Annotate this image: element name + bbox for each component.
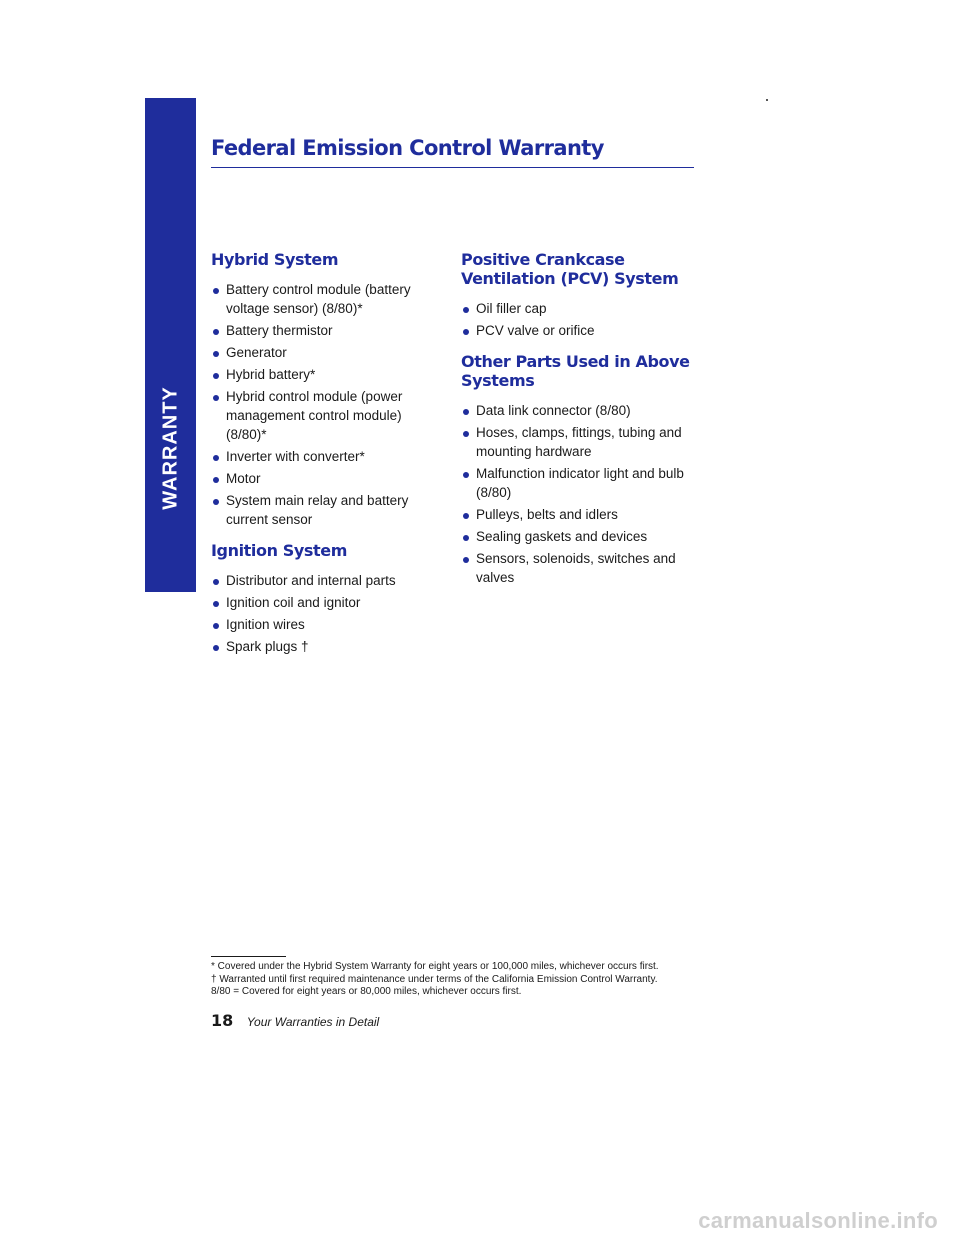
bullet-icon	[213, 601, 219, 607]
list-item	[461, 401, 693, 420]
bullet-icon	[463, 535, 469, 541]
item-text: Hoses, clamps, fittings, tubing and mounting hardware	[476, 425, 682, 459]
list-item	[211, 593, 443, 612]
footnote-dagger: † Warranted until first required maintenance under terms of the California Emission Control Warranty.	[211, 973, 658, 985]
section-heading: Other Parts Used in Above Systems	[461, 352, 690, 390]
list-item	[461, 527, 693, 546]
bullet-icon	[213, 623, 219, 629]
list-item	[461, 321, 693, 340]
list-item	[211, 615, 443, 634]
list-item	[211, 343, 443, 362]
bullet-icon	[463, 557, 469, 563]
item-text: System main relay and battery current sensor	[226, 493, 409, 527]
section-hybrid-system	[211, 250, 443, 529]
list-item	[211, 491, 443, 529]
bullet-icon	[463, 472, 469, 478]
item-text: Sealing gaskets and devices	[476, 529, 648, 544]
bullet-icon	[213, 351, 219, 357]
page-number: 18	[211, 1011, 234, 1030]
bullet-icon	[463, 431, 469, 437]
item-text: Ignition coil and ignitor	[226, 595, 361, 610]
bullet-icon	[213, 455, 219, 461]
item-text: Pulleys, belts and idlers	[476, 507, 618, 522]
section-ignition-system	[211, 541, 443, 656]
footnote-divider	[211, 956, 286, 957]
footnotes	[211, 961, 691, 999]
footer-caption: Your Warranties in Detail	[246, 1015, 380, 1029]
list-item	[211, 321, 443, 340]
list-item	[211, 365, 443, 384]
item-text: PCV valve or orifice	[476, 323, 595, 338]
list-item	[461, 549, 693, 587]
item-list	[461, 299, 693, 340]
list-item	[461, 299, 693, 318]
bullet-icon	[213, 579, 219, 585]
page-title: Federal Emission Control Warranty	[211, 136, 604, 160]
item-list	[461, 401, 693, 587]
bullet-icon	[213, 373, 219, 379]
page-footer	[211, 1011, 379, 1031]
item-text: Data link connector (8/80)	[476, 403, 631, 418]
footnote-8-80: 8/80 = Covered for eight years or 80,000 miles, whichever occurs first.	[211, 986, 522, 997]
item-text: Distributor and internal parts	[226, 573, 396, 588]
bullet-icon	[463, 409, 469, 415]
watermark: carmanualsonline.info	[698, 1208, 938, 1233]
title-divider	[211, 167, 694, 168]
list-item	[211, 469, 443, 488]
item-list	[211, 571, 443, 656]
list-item	[211, 571, 443, 590]
bullet-icon	[213, 477, 219, 483]
item-text: Ignition wires	[226, 617, 305, 632]
item-text: Battery thermistor	[226, 323, 333, 338]
bullet-icon	[213, 288, 219, 294]
section-heading: Positive Crankcase Ventilation (PCV) System	[461, 250, 679, 288]
list-item	[461, 505, 693, 524]
item-text: Battery control module (battery voltage sensor) (8/80)*	[226, 282, 411, 316]
right-column	[461, 250, 693, 599]
side-tab-label: WARRANTY	[159, 386, 181, 510]
bullet-icon	[213, 395, 219, 401]
left-column	[211, 250, 443, 668]
bullet-icon	[213, 645, 219, 651]
bullet-icon	[463, 307, 469, 313]
side-tab	[145, 98, 196, 592]
list-item	[211, 280, 443, 318]
item-text: Hybrid control module (power management control module) (8/80)*	[226, 389, 403, 442]
bullet-icon	[463, 513, 469, 519]
bullet-icon	[213, 329, 219, 335]
list-item	[461, 423, 693, 461]
item-text: Sensors, solenoids, switches and valves	[476, 551, 676, 585]
item-text: Spark plugs †	[226, 639, 309, 654]
list-item	[211, 637, 443, 656]
item-text: Generator	[226, 345, 287, 360]
corner-dot	[766, 99, 768, 101]
item-text: Hybrid battery*	[226, 367, 316, 382]
footnote-hybrid: * Covered under the Hybrid System Warranty for eight years or 100,000 miles, whichever occurs first.	[211, 961, 659, 972]
bullet-icon	[213, 499, 219, 505]
item-text: Motor	[226, 471, 261, 486]
section-heading: Hybrid System	[211, 250, 339, 269]
item-text: Inverter with converter*	[226, 449, 365, 464]
item-text: Malfunction indicator light and bulb (8/80)	[476, 466, 684, 500]
list-item	[211, 447, 443, 466]
section-pcv-system	[461, 250, 693, 340]
section-other-parts	[461, 352, 693, 587]
item-text: Oil filler cap	[476, 301, 547, 316]
section-heading: Ignition System	[211, 541, 348, 560]
list-item	[461, 464, 693, 502]
item-list	[211, 280, 443, 529]
list-item	[211, 387, 443, 444]
bullet-icon	[463, 329, 469, 335]
